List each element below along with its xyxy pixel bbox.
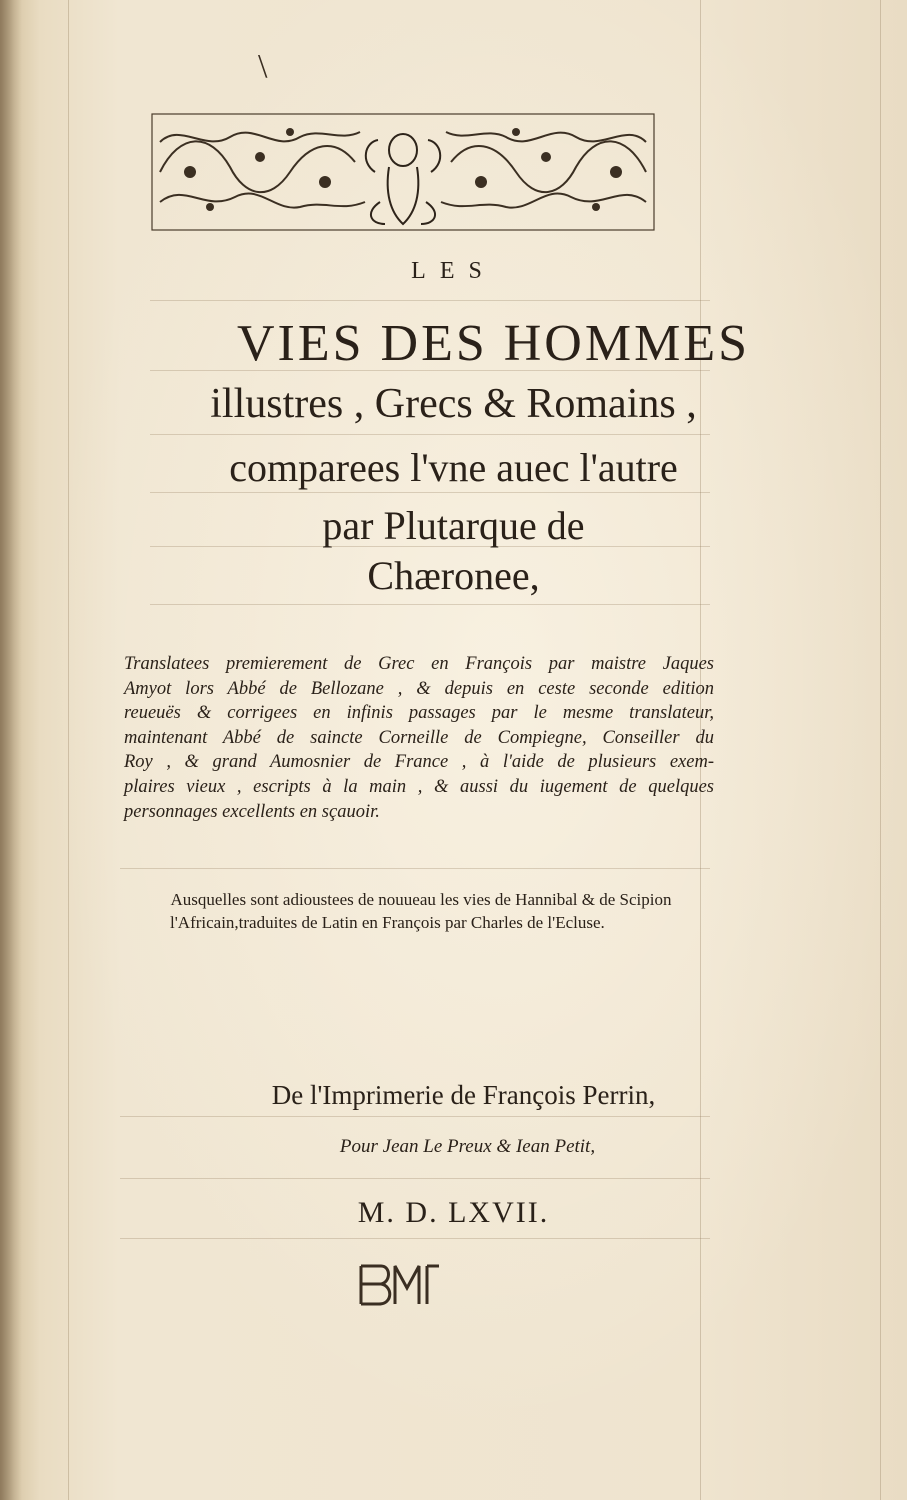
ruled-line xyxy=(120,1116,710,1117)
title-line-4: par Plutarque de xyxy=(322,503,585,548)
ruled-line xyxy=(150,604,710,605)
translation-line: Translatees premierement de Grec en François par maistre Jaques xyxy=(124,654,714,674)
translation-line: plaires vieux , escripts à la main , & aussi du iugement de quelques xyxy=(124,776,714,797)
translation-line: maintenant Abbé de saincte Corneille de Compiegne, Conseiller du xyxy=(124,727,714,748)
title-line-2: illustres , Grecs & Romains , xyxy=(210,381,697,427)
ruled-line xyxy=(150,434,710,435)
title-les: LES xyxy=(411,258,496,284)
printer-monogram-mark xyxy=(355,1262,443,1308)
publication-date: M. D. LXVII. xyxy=(357,1196,550,1229)
ruled-line xyxy=(150,492,710,493)
ornamental-headpiece xyxy=(150,112,656,232)
margin-rule-left xyxy=(68,0,69,1500)
ruled-line xyxy=(120,868,710,869)
additions-line: Ausquelles sont adioustees de nouueau les vies de Hannibal & de Scipion xyxy=(170,890,672,909)
printer-line: De l'Imprimerie de François Perrin, xyxy=(271,1080,656,1110)
ruled-line xyxy=(150,300,710,301)
ruled-line xyxy=(120,1238,710,1239)
handwritten-mark: \ xyxy=(258,48,268,85)
additions-paragraph xyxy=(126,888,716,934)
binding-shadow xyxy=(0,0,22,1500)
additions-line: l'Africain,traduites de Latin en François par Charles de l'Ecluse. xyxy=(170,913,605,932)
title-line-5: Chæronee, xyxy=(367,553,540,598)
margin-rule-outer xyxy=(880,0,881,1500)
translation-line: Roy , & grand Aumosnier de France , à l'aide de plusieurs exem- xyxy=(124,752,714,773)
title-line-3: comparees l'vne auec l'autre xyxy=(229,445,678,490)
translation-line: Amyot lors Abbé de Bellozane , & depuis en ceste seconde edition xyxy=(124,678,714,699)
translation-paragraph xyxy=(124,652,714,824)
publishers-line: Pour Jean Le Preux & Iean Petit, xyxy=(339,1136,596,1157)
ruled-line xyxy=(120,1178,710,1179)
translation-line: personnages excellents en sçauoir. xyxy=(124,801,380,822)
title-main-line: VIES DES HOMMES xyxy=(236,315,751,372)
translation-line: reueuës & corrigees en infinis passages par le mesme translateur, xyxy=(124,703,714,724)
